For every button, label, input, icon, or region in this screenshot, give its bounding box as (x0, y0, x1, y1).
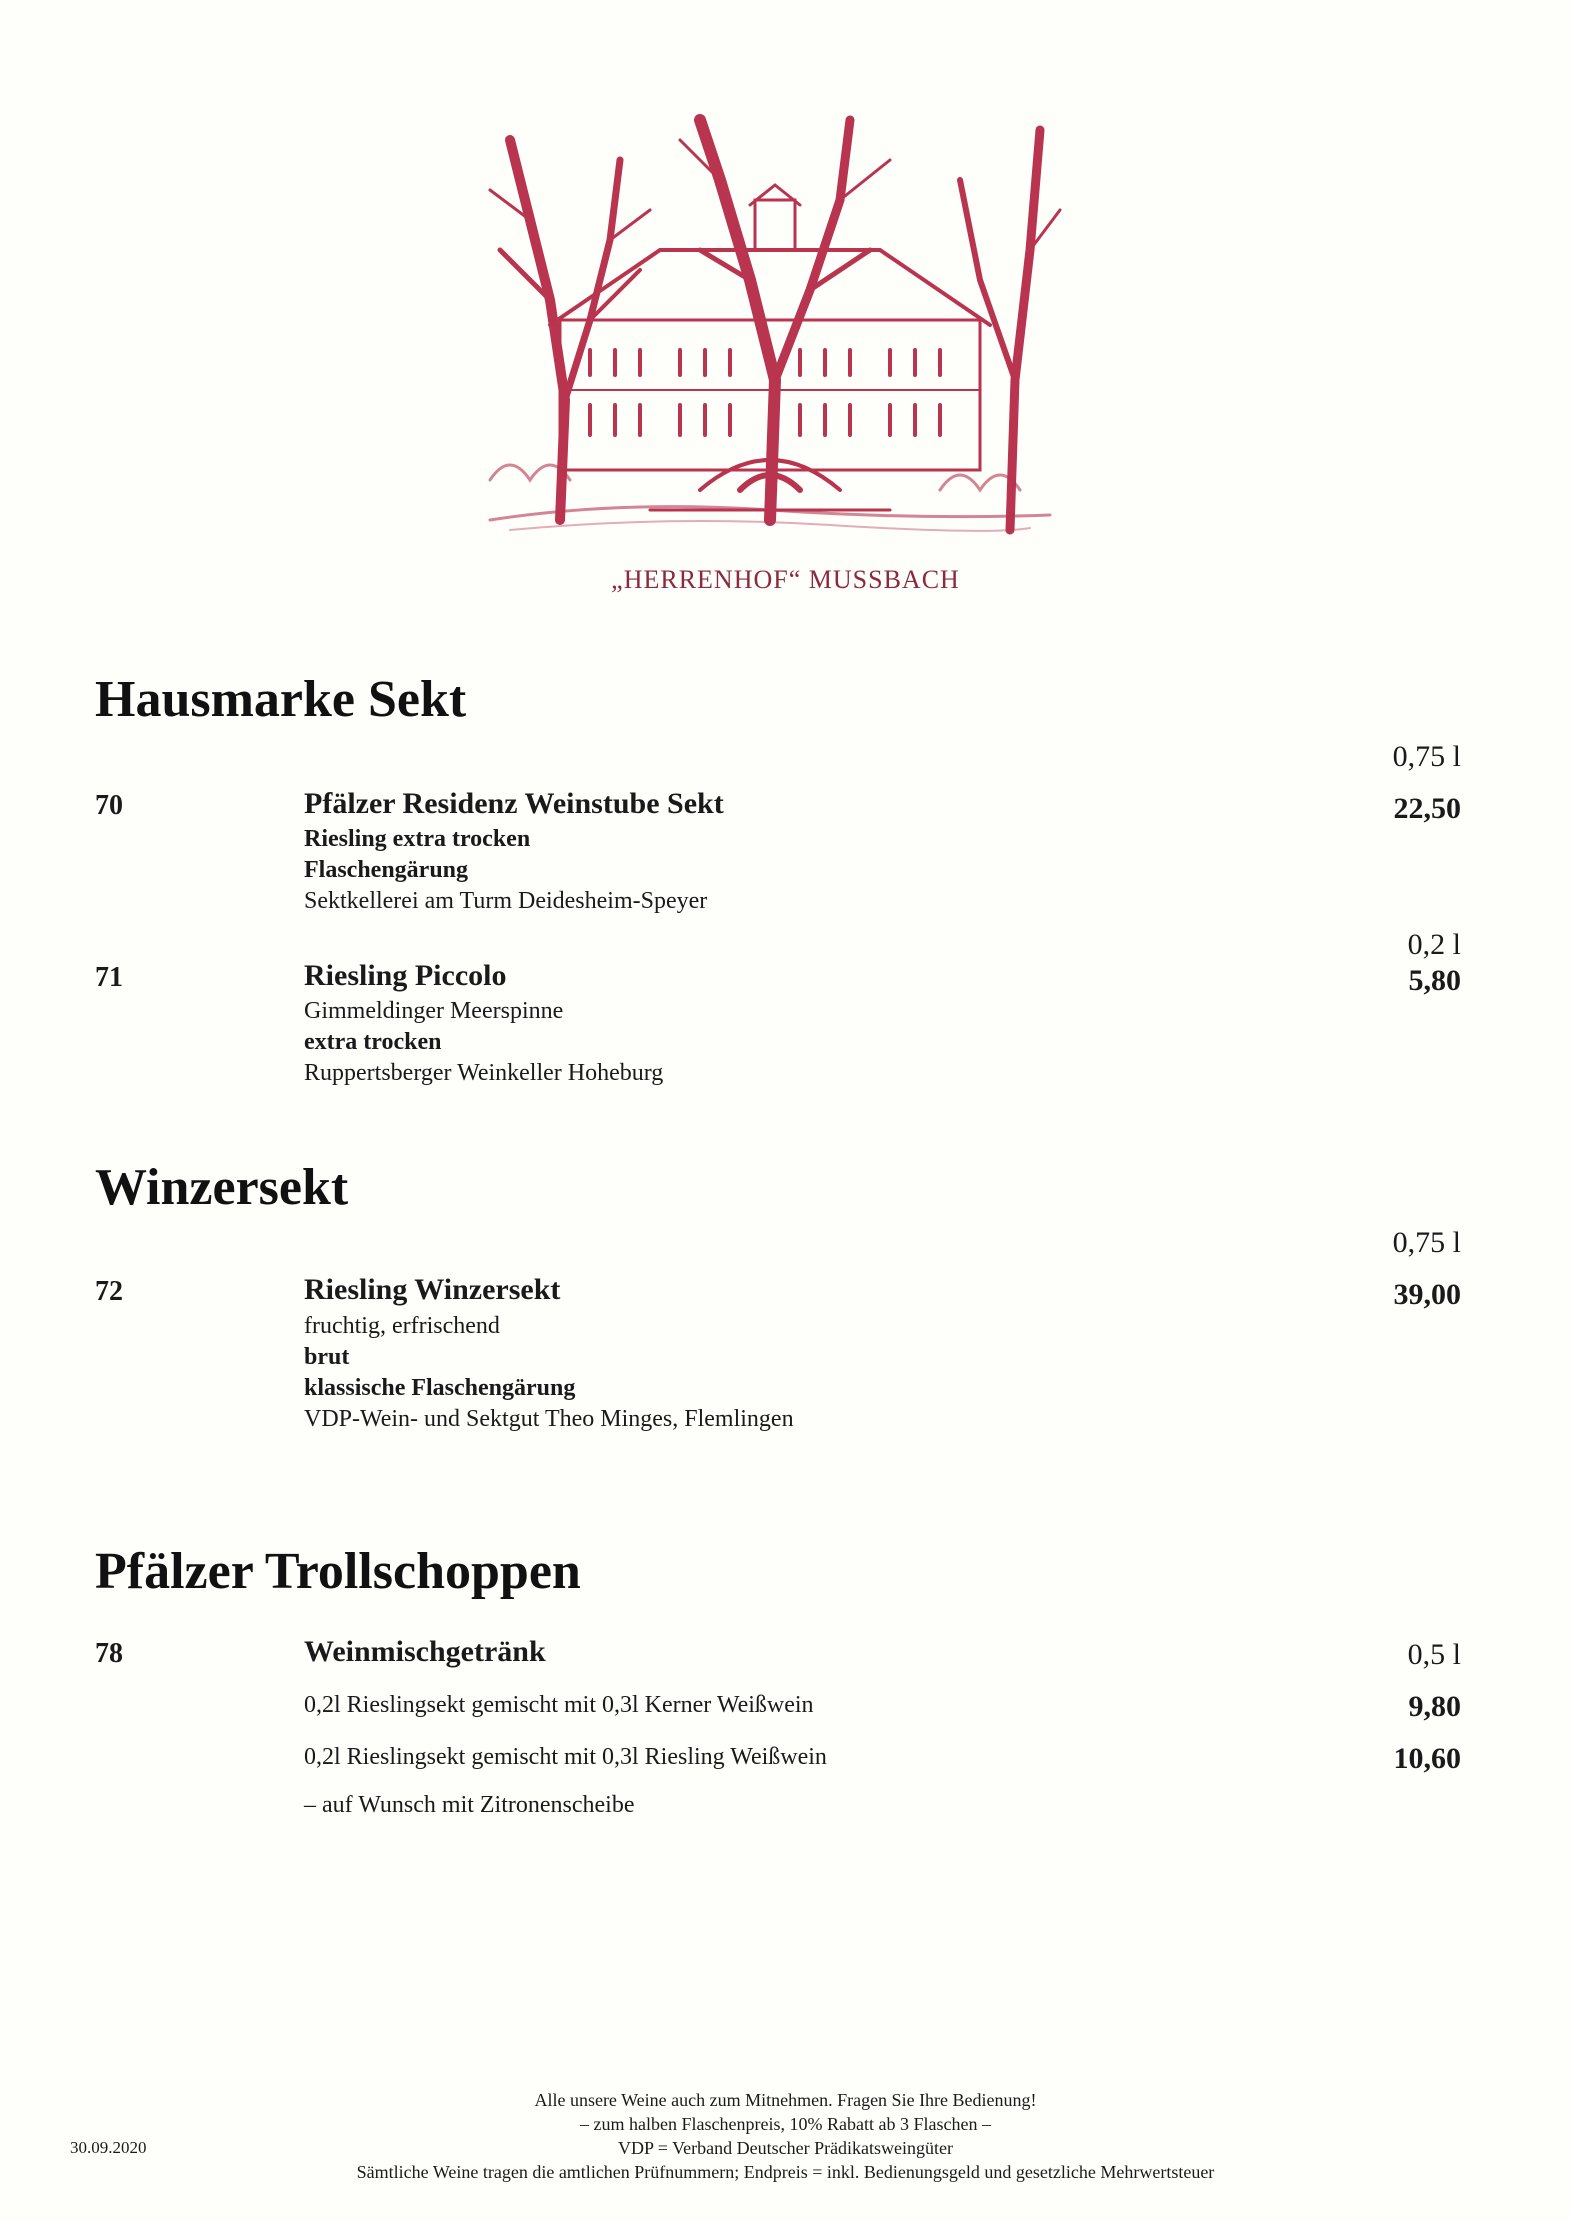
item-71-number: 71 (95, 962, 123, 993)
section-title-hausmarke-sekt: Hausmarke Sekt (95, 671, 467, 728)
item-78-number: 78 (95, 1638, 123, 1669)
footer-notes (0, 2088, 1571, 2184)
item-71-line-1: Gimmeldinger Meerspinne (304, 998, 564, 1024)
item-78-variant-1-text: 0,2l Rieslingsekt gemischt mit 0,3l Kerner Weißwein (304, 1692, 814, 1718)
item-78-variant-1-price: 9,80 (1408, 1690, 1461, 1723)
footer-line-4: Sämtliche Weine tragen die amtlichen Prüfnummern; Endpreis = inkl. Bedienungsgeld und gesetzliche Mehrwertsteuer (356, 2162, 1215, 2182)
footer-line-2: – zum halben Flaschenpreis, 10% Rabatt ab 3 Flaschen – (580, 2114, 991, 2134)
manor-house-sketch-icon (470, 100, 1070, 550)
header-caption: „HERRENHOF“ MUSSBACH (611, 565, 960, 594)
item-78-note: – auf Wunsch mit Zitronenscheibe (304, 1792, 635, 1818)
item-72-price: 39,00 (1393, 1278, 1461, 1311)
item-72-volume: 0,75 l (1392, 1226, 1461, 1259)
item-70-number: 70 (95, 790, 123, 821)
item-72-number: 72 (95, 1276, 123, 1307)
item-71-line-2: extra trocken (304, 1029, 442, 1055)
item-78-variant-2-price: 10,60 (1393, 1742, 1461, 1775)
item-72-line-3: klassische Flaschengärung (304, 1375, 576, 1401)
footer-line-3: VDP = Verband Deutscher Prädikatsweingüter (617, 2138, 954, 2158)
section-title-winzersekt: Winzersekt (95, 1159, 349, 1216)
item-70-volume: 0,75 l (1392, 740, 1461, 773)
item-71-name: Riesling Piccolo (304, 959, 507, 992)
item-70-name: Pfälzer Residenz Weinstube Sekt (304, 787, 724, 820)
item-70-line-1: Riesling extra trocken (304, 826, 531, 852)
item-78-name: Weinmischgetränk (304, 1635, 546, 1668)
item-70-line-2: Flaschengärung (304, 857, 469, 883)
section-title-pfaelzer-trollschoppen: Pfälzer Trollschoppen (95, 1543, 581, 1600)
item-72-line-4: VDP-Wein- und Sektgut Theo Minges, Flemlingen (304, 1406, 794, 1432)
item-71-volume: 0,2 l (1407, 928, 1461, 961)
item-78-volume: 0,5 l (1407, 1638, 1461, 1671)
item-71-line-3: Ruppertsberger Weinkeller Hoheburg (304, 1060, 664, 1086)
item-72-line-1: fruchtig, erfrischend (304, 1313, 500, 1339)
footer-line-1: Alle unsere Weine auch zum Mitnehmen. Fragen Sie Ihre Bedienung! (534, 2090, 1037, 2110)
item-70-price: 22,50 (1393, 792, 1461, 825)
print-date: 30.09.2020 (70, 2138, 147, 2157)
item-78-variant-2-text: 0,2l Rieslingsekt gemischt mit 0,3l Riesling Weißwein (304, 1744, 827, 1770)
item-70-line-3: Sektkellerei am Turm Deidesheim-Speyer (304, 888, 708, 914)
item-71-price: 5,80 (1408, 964, 1461, 997)
item-72-name: Riesling Winzersekt (304, 1273, 561, 1306)
item-72-line-2: brut (304, 1344, 350, 1370)
